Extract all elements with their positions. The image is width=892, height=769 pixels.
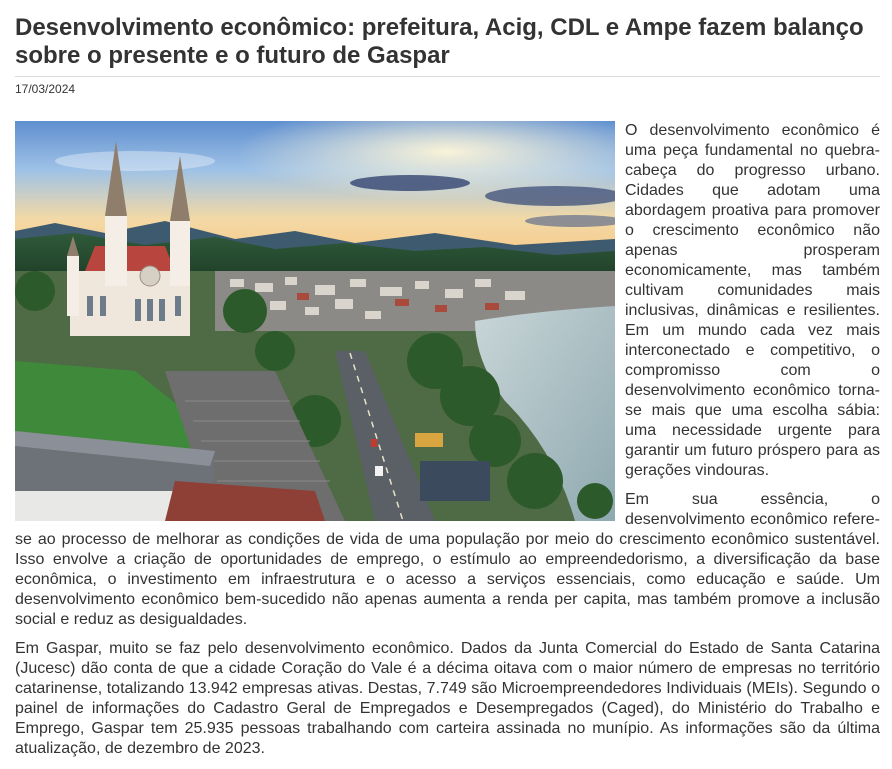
paragraph-2: Em sua essência, o desenvolvimento econômico refere-se ao processo de melhorar as condições de vida de uma população por meio do crescimento econômico sustentável. Isso envolve a criação de oportunidades de emprego, o estímulo ao empreendedorismo, a diversificação da base econômica, o investimento em infraestrutura e o acesso a serviços essenciais, como educação e saúde. Um desenvolvimento econômico bem-sucedido não apenas aumenta a renda per capita, mas também promove a inclusão social e reduz as desigualdades. xyxy=(15,491,880,628)
paragraph-1: O desenvolvimento econômico é uma peça fundamental no quebra-cabeça do progresso urbano. Cidades que adotam uma abordagem proativa para promover o crescimento econômico não apenas prosperam economicamente, mas também cultivam comunidades mais inclusivas, dinâmicas e resilientes. Em um mundo cada vez mais interconectado e competitivo, o compromisso com o desenvolvimento econômico torna-se mais que uma escolha sábia: uma necessidade urgente para garantir um futuro próspero para as gerações vindouras. xyxy=(625,122,880,479)
paragraph-3: Em Gaspar, muito se faz pelo desenvolvimento econômico. Dados da Junta Comercial do Estado de Santa Catarina (Jucesc) dão conta de que a cidade Coração do Vale é a décima oitava com o maior número de empresas no território catarinense, totalizando 13.942 empresas ativas. Destas, 7.749 são Microempreendedores Individuais (MEIs). Segundo o painel de informações do Cadastro Geral de Empregados e Desempregados (Caged), do Ministério do Trabalho e Emprego, Gaspar tem 25.935 pessoas trabalhando com carteira assinada no munípio. As informações são da última atualização, de dezembro de 2023. xyxy=(15,640,880,757)
hero-photo xyxy=(15,121,615,521)
article-body xyxy=(15,121,880,759)
article-title: Desenvolvimento econômico: prefeitura, Acig, CDL e Ampe fazem balanço sobre o presente e o futuro de Gaspar xyxy=(15,14,880,77)
publish-date: 17/03/2024 xyxy=(15,82,76,96)
